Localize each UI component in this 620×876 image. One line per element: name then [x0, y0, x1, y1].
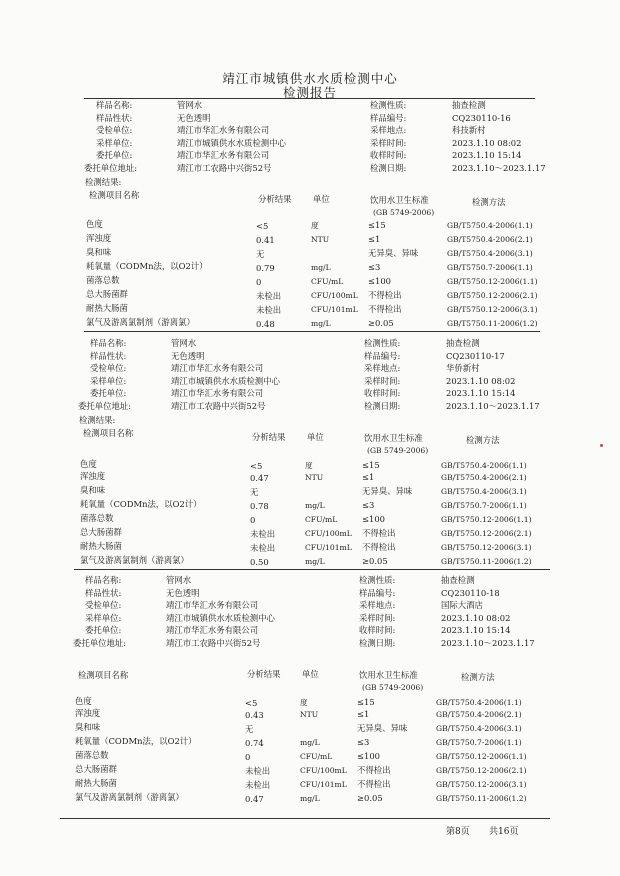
info-value: 2023.1.10～2023.1.17 [452, 163, 546, 173]
info-label: 委托单位: [85, 625, 122, 636]
info-label: 检测日期: [359, 638, 396, 648]
item-standard: 无异臭、异味 [368, 248, 419, 258]
item-name: 浑浊度 [75, 708, 101, 718]
info-label: 采样地点: [359, 600, 396, 611]
item-result: <5 [250, 461, 263, 471]
info-value: 无色透明 [171, 350, 205, 361]
info-value: 2023.1.10 08:02 [446, 375, 516, 386]
item-method: GB/T5750.7-2006(1.1) [441, 501, 527, 510]
item-method: GB/T5750.12-2006(1.1) [441, 515, 532, 524]
item-standard: ≥0.05 [362, 556, 388, 566]
item-method: GB/T5750.12-2006(3.1) [436, 780, 527, 789]
item-standard: 无异臭、异味 [362, 486, 413, 496]
info-label: 采样单位: [96, 137, 133, 148]
info-label: 采样单位: [85, 612, 122, 623]
item-result: 未检出 [245, 766, 271, 776]
page-total: 共16页 [489, 827, 519, 837]
info-label: 采样时间: [370, 137, 407, 148]
info-label: 采样地点: [364, 363, 401, 374]
column-header-standard-code: (GB 5749-2006) [362, 683, 424, 692]
item-unit: NTU [311, 235, 330, 244]
item-standard: ≤1 [368, 234, 381, 244]
item-unit: CFU/mL [300, 752, 333, 761]
item-result: 0.79 [256, 263, 275, 273]
info-value: CQ230110-16 [452, 112, 511, 123]
info-value: 靖江市城镇供水水质检测中心 [177, 137, 286, 148]
item-standard: 不得检出 [368, 290, 402, 300]
item-result: 0 [250, 515, 256, 525]
item-name: 总大肠菌群 [75, 764, 117, 774]
info-label: 样品编号: [370, 112, 407, 123]
info-label: 检测日期: [370, 163, 407, 173]
section-divider [74, 569, 550, 570]
item-method: GB/T5750.7-2006(1.1) [447, 263, 533, 272]
info-label: 受检单位: [96, 125, 133, 136]
item-unit: CFU/101mL [300, 780, 347, 789]
column-header-method: 检测方法 [466, 435, 500, 445]
info-value: 管网水 [177, 100, 203, 110]
info-value: 华侨新村 [446, 363, 480, 374]
info-label: 采样时间: [359, 612, 396, 623]
item-standard: 无异臭、异味 [357, 723, 408, 733]
item-result: 无 [256, 249, 265, 259]
item-standard: ≤100 [362, 514, 386, 524]
item-name: 臭和味 [75, 722, 101, 732]
info-label: 样品名称: [96, 100, 133, 110]
item-standard: ≥0.05 [368, 318, 394, 328]
results-label: 检测结果: [85, 177, 122, 187]
info-value: 靖江市华汇水务有限公司 [177, 125, 270, 136]
column-header-item: 检测项目名称 [89, 190, 140, 200]
info-label: 受检单位: [90, 363, 127, 374]
item-method: GB/T5750.12-2006(2.1) [447, 291, 538, 300]
item-name: 色度 [75, 696, 92, 706]
item-result: <5 [245, 698, 258, 708]
info-label: 委托单位: [90, 388, 127, 399]
item-result: <5 [256, 221, 269, 231]
info-label: 检测日期: [364, 401, 401, 411]
item-name: 菌落总数 [86, 275, 120, 285]
info-value: 2023.1.10～2023.1.17 [446, 401, 540, 411]
item-name: 色度 [80, 459, 97, 469]
info-value: CQ230110-17 [446, 350, 505, 361]
item-result: 未检出 [256, 305, 282, 315]
item-result: 0.47 [250, 473, 269, 483]
item-result: 0 [256, 277, 262, 287]
item-result: 0 [245, 752, 251, 762]
item-method: GB/T5750.12-2006(2.1) [441, 529, 532, 538]
item-unit: 度 [305, 461, 313, 470]
info-value: 管网水 [171, 338, 197, 348]
results-label: 检测结果: [79, 415, 116, 425]
column-header-standard-code: (GB 5749-2006) [373, 208, 435, 217]
item-method: GB/T5750.12-2006(2.1) [436, 766, 527, 775]
info-value: 靖江市工农路中兴街52号 [166, 638, 261, 648]
item-unit: CFU/mL [305, 515, 338, 524]
item-method: GB/T5750.7-2006(1.1) [436, 738, 522, 747]
item-method: GB/T5750.4-2006(3.1) [436, 724, 522, 733]
item-standard: ≤1 [357, 709, 370, 719]
item-name: 氯气及游离氯制剂（游离氯） [86, 317, 195, 327]
item-standard: ≤1 [362, 472, 375, 482]
info-value: 靖江市城镇供水水质检测中心 [166, 612, 275, 623]
item-standard: 不得检出 [362, 528, 396, 538]
info-value: 靖江市华汇水务有限公司 [166, 600, 259, 611]
item-name: 耐热大肠菌 [86, 303, 128, 313]
page-number: 第8页 [446, 827, 470, 837]
item-standard: ≤3 [368, 262, 381, 272]
item-unit: mg/L [300, 794, 320, 803]
info-value: 2023.1.10 08:02 [452, 137, 522, 148]
info-value: 靖江市工农路中兴街52号 [171, 401, 266, 411]
item-name: 氯气及游离氯制剂（游离氯） [80, 555, 189, 565]
info-value: 靖江市华汇水务有限公司 [166, 625, 259, 636]
document-subtitle: 检测报告 [282, 85, 337, 100]
item-standard: ≤100 [368, 276, 392, 286]
item-name: 菌落总数 [75, 750, 109, 760]
item-result: 无 [245, 724, 254, 734]
item-method: GB/T5750.12-2006(1.1) [447, 277, 538, 286]
item-unit: mg/L [311, 263, 331, 272]
info-label: 样品性状: [90, 350, 127, 361]
item-name: 耐热大肠菌 [80, 541, 122, 551]
info-value: 抽查检测 [452, 100, 486, 110]
info-label: 受检单位: [85, 600, 122, 611]
item-unit: NTU [300, 710, 319, 719]
item-name: 耐热大肠菌 [75, 778, 117, 788]
item-method: GB/T5750.4-2006(2.1) [436, 710, 522, 719]
item-unit: 度 [300, 698, 308, 707]
info-value: 科技新村 [452, 125, 486, 136]
item-method: GB/T5750.12-2006(3.1) [441, 543, 532, 552]
item-standard: 不得检出 [357, 779, 391, 789]
info-value: CQ230110-18 [441, 587, 500, 598]
document-title: 靖江市城镇供水水质检测中心 [222, 71, 398, 86]
info-value: 靖江市华汇水务有限公司 [171, 388, 264, 399]
info-label: 委托单位: [96, 150, 133, 161]
info-label: 委托单位地址: [78, 401, 132, 411]
report-block [0, 573, 620, 833]
column-header-result: 分析结果 [258, 194, 292, 204]
red-mark [600, 444, 603, 447]
item-unit: mg/L [305, 501, 325, 510]
item-name: 菌落总数 [80, 513, 114, 523]
item-method: GB/T5750.4-2006(1.1) [447, 221, 533, 230]
item-standard: ≤3 [362, 500, 375, 510]
info-value: 2023.1.10～2023.1.17 [441, 638, 535, 648]
info-label: 采样时间: [364, 375, 401, 386]
info-label: 收样时间: [359, 625, 396, 636]
item-name: 氯气及游离氯制剂（游离氯） [75, 792, 184, 802]
item-method: GB/T5750.4-2006(3.1) [447, 249, 533, 258]
info-label: 检测性质: [364, 338, 401, 348]
info-label: 样品名称: [90, 338, 127, 348]
report-block [0, 98, 620, 358]
info-value: 抽查检测 [441, 575, 475, 585]
info-value: 2023.1.10 08:02 [441, 612, 511, 623]
info-label: 收样时间: [364, 388, 401, 399]
column-header-method: 检测方法 [472, 197, 506, 207]
info-label: 样品性状: [96, 112, 133, 123]
item-result: 0.41 [256, 235, 275, 245]
item-name: 耗氧量（CODMn法，以O2计） [80, 499, 202, 509]
info-label: 委托单位地址: [84, 163, 138, 173]
info-value: 2023.1.10 15:14 [441, 625, 511, 636]
column-header-unit: 单位 [313, 194, 330, 204]
info-label: 检测性质: [359, 575, 396, 585]
info-label: 样品编号: [359, 587, 396, 598]
column-header-standard-code: (GB 5749-2006) [367, 446, 429, 455]
item-result: 未检出 [250, 529, 276, 539]
item-unit: mg/L [305, 557, 325, 566]
report-block [0, 336, 620, 596]
column-header-standard: 饮用水卫生标准 [370, 195, 429, 205]
item-standard: ≤3 [357, 737, 370, 747]
item-method: GB/T5750.4-2006(1.1) [441, 461, 527, 470]
item-unit: CFU/mL [311, 277, 344, 286]
column-header-result: 分析结果 [247, 669, 281, 679]
column-header-item: 检测项目名称 [78, 670, 129, 680]
item-method: GB/T5750.12-2006(3.1) [447, 305, 538, 314]
column-header-unit: 单位 [302, 669, 319, 679]
item-unit: 度 [311, 221, 319, 230]
item-method: GB/T5750.11-2006(1.2) [436, 794, 527, 803]
info-label: 委托单位地址: [73, 638, 127, 648]
column-header-item: 检测项目名称 [83, 428, 134, 438]
item-result: 未检出 [245, 780, 271, 790]
info-value: 2023.1.10 15:14 [446, 388, 516, 399]
item-standard: ≤100 [357, 751, 381, 761]
item-result: 未检出 [250, 543, 276, 553]
info-value: 靖江市华汇水务有限公司 [177, 150, 270, 161]
section-divider [84, 331, 540, 332]
item-unit: CFU/100mL [311, 291, 358, 300]
item-name: 浑浊度 [80, 471, 106, 481]
footer-rule [60, 818, 550, 819]
item-unit: mg/L [311, 319, 331, 328]
info-label: 样品编号: [364, 350, 401, 361]
item-standard: 不得检出 [357, 765, 391, 775]
item-name: 臭和味 [86, 247, 112, 257]
item-method: GB/T5750.4-2006(2.1) [447, 235, 533, 244]
item-unit: CFU/100mL [300, 766, 347, 775]
column-header-method: 检测方法 [461, 672, 495, 682]
item-result: 0.50 [250, 557, 269, 567]
info-value: 靖江市城镇供水水质检测中心 [171, 375, 280, 386]
info-label: 样品名称: [85, 575, 122, 585]
info-value: 靖江市华汇水务有限公司 [171, 363, 264, 374]
item-method: GB/T5750.11-2006(1.2) [447, 319, 538, 328]
item-standard: ≤15 [357, 697, 375, 707]
item-result: 0.48 [256, 319, 275, 329]
item-result: 0.43 [245, 710, 264, 720]
item-name: 总大肠菌群 [86, 289, 128, 299]
item-method: GB/T5750.4-2006(1.1) [436, 698, 522, 707]
item-unit: NTU [305, 473, 324, 482]
info-value: 管网水 [166, 575, 192, 585]
item-result: 无 [250, 487, 259, 497]
item-name: 耗氧量（CODMn法，以O2计） [86, 261, 208, 271]
item-unit: mg/L [300, 738, 320, 747]
item-method: GB/T5750.11-2006(1.2) [441, 557, 532, 566]
item-standard: ≤15 [368, 220, 386, 230]
info-label: 采样地点: [370, 125, 407, 136]
info-value: 2023.1.10 15:14 [452, 150, 522, 161]
column-header-result: 分析结果 [252, 432, 286, 442]
info-value: 无色透明 [166, 587, 200, 598]
item-result: 0.78 [250, 501, 269, 511]
item-result: 0.74 [245, 738, 264, 748]
item-result: 0.47 [245, 794, 264, 804]
item-standard: 不得检出 [362, 542, 396, 552]
info-value: 抽查检测 [446, 338, 480, 348]
info-label: 收样时间: [370, 150, 407, 161]
item-unit: CFU/100mL [305, 529, 352, 538]
info-label: 采样单位: [90, 375, 127, 386]
column-header-standard: 饮用水卫生标准 [364, 433, 423, 443]
info-value: 靖江市工农路中兴街52号 [177, 163, 272, 173]
item-method: GB/T5750.4-2006(3.1) [441, 487, 527, 496]
item-standard: ≤15 [362, 460, 380, 470]
item-standard: ≥0.05 [357, 793, 383, 803]
item-name: 耗氧量（CODMn法，以O2计） [75, 736, 197, 746]
item-method: GB/T5750.4-2006(2.1) [441, 473, 527, 482]
item-name: 总大肠菌群 [80, 527, 122, 537]
item-name: 臭和味 [80, 485, 106, 495]
item-standard: 不得检出 [368, 304, 402, 314]
column-header-standard: 饮用水卫生标准 [359, 670, 418, 680]
item-result: 未检出 [256, 291, 282, 301]
item-unit: CFU/101mL [305, 543, 352, 552]
item-name: 浑浊度 [86, 233, 112, 243]
info-label: 样品性状: [85, 587, 122, 598]
info-value: 国际大酒店 [441, 600, 483, 611]
item-method: GB/T5750.12-2006(1.1) [436, 752, 527, 761]
item-name: 色度 [86, 219, 103, 229]
info-label: 检测性质: [370, 100, 407, 110]
column-header-unit: 单位 [307, 432, 324, 442]
item-unit: CFU/101mL [311, 305, 358, 314]
info-value: 无色透明 [177, 112, 211, 123]
